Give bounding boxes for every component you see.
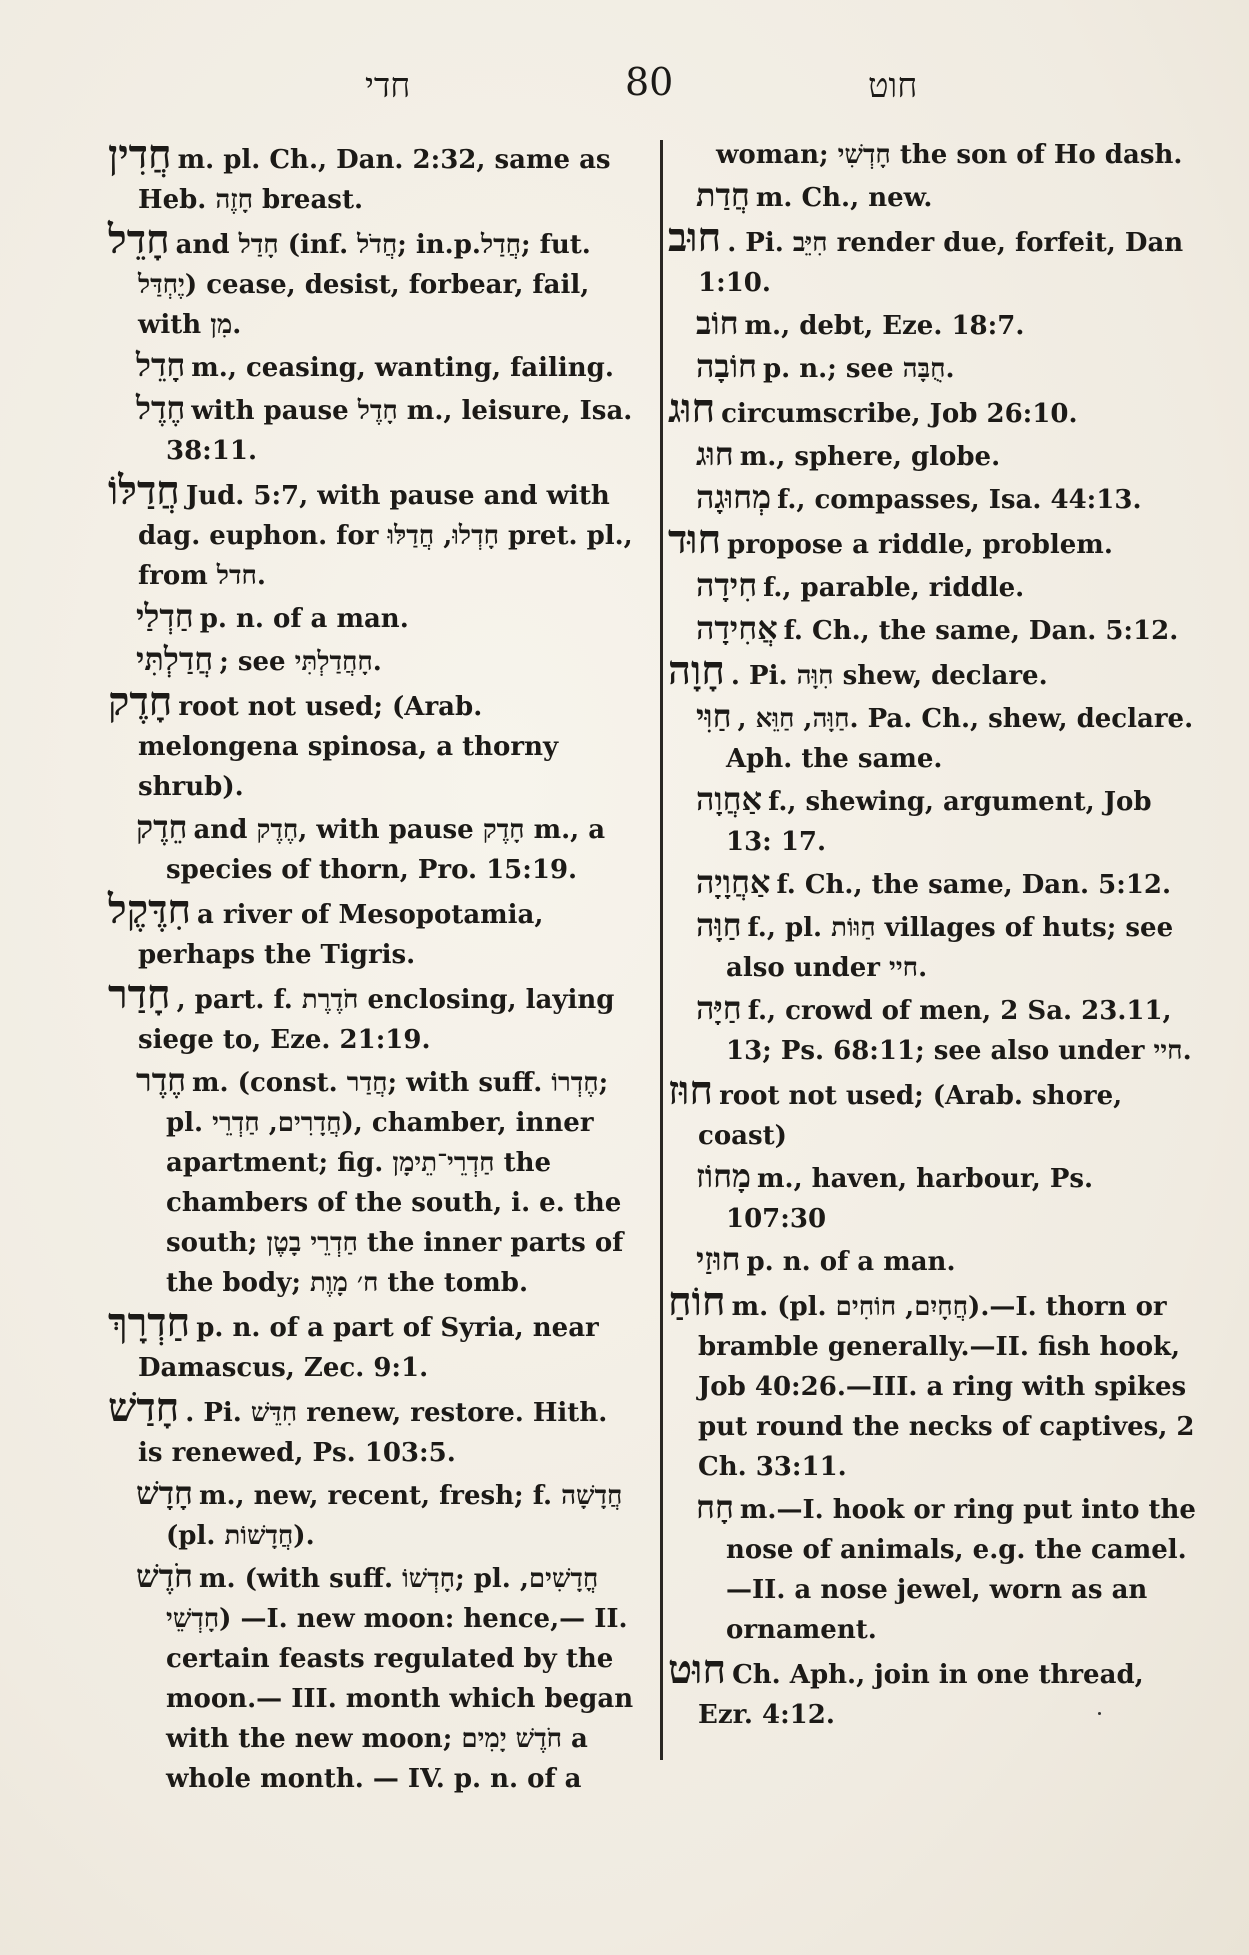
entry-headword: חָדָשׁ xyxy=(136,1474,193,1512)
right-column xyxy=(668,135,1200,1735)
page-number: 80 xyxy=(625,60,674,104)
dictionary-entry xyxy=(668,905,1200,988)
entry-definition: , חַוָּה, חַוֵּא. Pa. Ch., shew, declare. Aph. the same. xyxy=(726,704,1194,774)
dictionary-entry xyxy=(108,678,638,807)
entry-headword: חָדֶק xyxy=(108,678,173,725)
entry-headword: חֲדַלְתִּי xyxy=(136,640,214,678)
entry-definition: m. Ch., new. xyxy=(755,183,933,213)
entry-headword: חָדֵל xyxy=(108,216,170,263)
entry-definition: m. pl. Ch., Dan. 2:32, same as Heb. חָזֶה breast. xyxy=(138,145,611,215)
entry-headword: חָדַשׁ xyxy=(108,1384,180,1431)
entry-headword: חוּזַי xyxy=(696,1240,741,1278)
entry-headword: חַדְרָךְ xyxy=(108,1299,191,1346)
entry-definition: f., pl. חַוּוֹת villages of huts; see also under חיי. xyxy=(726,913,1174,983)
dictionary-entry xyxy=(108,388,638,471)
dictionary-entry xyxy=(668,1487,1200,1650)
entry-headword: חַיָּה xyxy=(696,989,742,1027)
dictionary-entry xyxy=(668,862,1200,905)
entry-definition: m., sphere, globe. xyxy=(739,442,1001,472)
dictionary-entry xyxy=(668,696,1200,779)
entry-definition: m. (with suff. חָדְשׁוֹ; pl. חֳדָשִׁים, חָדְשֵׁי) —I. new moon: hence,— II. certain feasts regulated by the moon.— III. month which began with the new moon; חֹדֶשׁ יָמִים a whole month. — IV. p. n. of a xyxy=(166,1564,634,1794)
entry-definition: m.—I. hook or ring put into the nose of animals, e.g. the camel. —II. a nose jewel, worn as an ornament. xyxy=(726,1495,1196,1645)
entry-headword: חוֹחַ xyxy=(668,1278,726,1325)
entry-definition: Ch. Aph., join in one thread, Ezr. 4:12. xyxy=(698,1660,1144,1730)
dictionary-entry xyxy=(668,516,1200,565)
entry-headword: חוּג xyxy=(696,435,734,473)
entry-headword: אֲחִידָה xyxy=(696,609,778,647)
entry-headword: חֹדֶשׁ xyxy=(136,1557,193,1595)
dictionary-entry xyxy=(668,1239,1200,1282)
entry-headword: חִידָה xyxy=(696,566,758,604)
entry-headword: חַדְלַי xyxy=(136,597,194,635)
dictionary-entry xyxy=(668,1156,1200,1239)
entry-headword: מָחוֹז xyxy=(696,1157,752,1195)
entry-headword: חוּז xyxy=(668,1067,714,1114)
entry-definition: circumscribe, Job 26:10. xyxy=(721,399,1078,429)
entry-definition: p. n.; see חֻבָּה. xyxy=(762,354,955,384)
dictionary-entry xyxy=(668,385,1200,434)
entry-headword: חוּט xyxy=(668,1646,727,1693)
column-divider xyxy=(660,140,663,1760)
dictionary-entry xyxy=(108,1299,638,1388)
right-running-head: חוט xyxy=(868,66,918,106)
entry-definition: f. Ch., the same, Dan. 5:12. xyxy=(776,870,1172,900)
entry-definition: f., shewing, argument, Job 13: 17. xyxy=(726,787,1152,857)
dictionary-entry xyxy=(108,345,638,388)
entry-headword: מְחוּגָה xyxy=(696,478,772,516)
dictionary-entry xyxy=(108,216,638,345)
entry-definition: ; see חָחֲדַלְתִּי. xyxy=(219,647,382,677)
entry-definition: p. n. of a man. xyxy=(746,1247,956,1277)
dictionary-entry xyxy=(668,1646,1200,1735)
entry-definition: propose a riddle, problem. xyxy=(727,530,1113,560)
entry-headword: חֲדַלּוֹ xyxy=(108,467,180,514)
entry-headword: חוּד xyxy=(668,516,722,563)
dictionary-entry xyxy=(108,1473,638,1556)
dictionary-entry xyxy=(668,988,1200,1071)
dictionary-entry xyxy=(668,608,1200,651)
entry-headword: חוּג xyxy=(668,385,716,432)
entry-headword: חֵדֶק xyxy=(136,808,188,846)
entry-definition: f., compasses, Isa. 44:13. xyxy=(777,485,1142,515)
entry-headword: חַוִּי xyxy=(696,697,732,735)
entry-definition: f., parable, riddle. xyxy=(763,573,1025,603)
dictionary-entry xyxy=(108,971,638,1060)
entry-definition: . Pi. חִדֵּשׁ renew, restore. Hith. is renewed, Ps. 103:5. xyxy=(138,1398,608,1468)
entry-definition: m., haven, harbour, Ps. 107:30 xyxy=(726,1164,1094,1234)
entry-headword: חֲדִין xyxy=(108,131,172,178)
dictionary-entry xyxy=(108,596,638,639)
dictionary-entry xyxy=(108,467,638,596)
dictionary-entry xyxy=(668,477,1200,520)
dictionary-entry xyxy=(108,1556,638,1799)
entry-headword: חוֹבָה xyxy=(696,347,757,385)
dictionary-entry xyxy=(668,647,1200,696)
entry-headword: חָח xyxy=(696,1488,734,1526)
dictionary-entry xyxy=(668,303,1200,346)
dictionary-entry xyxy=(668,565,1200,608)
entry-headword: חוּב xyxy=(668,214,722,261)
entry-headword: חֶדֶל xyxy=(136,389,186,427)
dictionary-entry xyxy=(108,807,638,890)
entry-definition: root not used; (Arab. melongena spinosa, a thorny shrub). xyxy=(138,692,559,802)
dictionary-entry xyxy=(668,135,1200,175)
entry-definition: m., debt, Eze. 18:7. xyxy=(744,311,1025,341)
entry-headword: אַחֲוָיָה xyxy=(696,863,771,901)
entry-definition: , part. f. חֹדֶרֶת enclosing, laying siege to, Eze. 21:19. xyxy=(138,985,615,1055)
dictionary-entry xyxy=(108,886,638,975)
entry-headword: חוֹב xyxy=(696,304,739,342)
entry-headword: חָדַר xyxy=(108,971,171,1018)
entry-definition: woman; חָדְשִׁי the son of Ho dash. xyxy=(716,140,1183,170)
entry-definition: and חָדַל (inf. חֲדֹל; in.p.חֲדַל; fut. יֶחְדַּל) cease, desist, forbear, fail, with מִן. xyxy=(138,230,591,340)
entry-headword: אַחֲוָה xyxy=(696,780,763,818)
entry-definition: with pause חָדֶל m., leisure, Isa. 38:11. xyxy=(166,396,633,466)
dictionary-entry xyxy=(108,639,638,682)
dictionary-entry xyxy=(108,131,638,220)
left-column xyxy=(108,131,638,1799)
entry-definition: p. n. of a man. xyxy=(199,604,409,634)
entry-definition: root not used; (Arab. shore, coast) xyxy=(698,1081,1123,1151)
entry-definition: m. (const. חֲדַר; with suff. חֶדְרוֹ; pl. חֲדָרִים, חַדְרֵי), chamber, inner apartment; fig. חַדְרֵי־תֵימָן the chambers of the south, i. e. the south; חַדְרֵי בָטֶן the inner parts of the body; ח׳ מָוֶת the tomb. xyxy=(166,1068,624,1298)
ink-speck xyxy=(1098,1712,1101,1715)
entry-definition: m., new, recent, fresh; f. חֲדָשָׁה (pl. חֲדָשׁוֹת). xyxy=(166,1481,623,1551)
entry-definition: m., ceasing, wanting, failing. xyxy=(191,353,614,383)
entry-definition: . Pi. חִוָּה shew, declare. xyxy=(730,661,1048,691)
dictionary-entry xyxy=(668,214,1200,303)
entry-headword: חָוָה xyxy=(668,647,725,694)
entry-definition: and חֶדֶק, with pause חָדֶק m., a species of thorn, Pro. 15:19. xyxy=(166,815,606,885)
entry-headword: חַוָּה xyxy=(696,906,742,944)
page-header xyxy=(0,58,1249,108)
entry-headword: חָדֵל xyxy=(136,346,186,384)
dictionary-entry xyxy=(668,779,1200,862)
entry-definition: p. n. of a part of Syria, near Damascus, Zec. 9:1. xyxy=(138,1313,599,1383)
entry-headword: חֲדַת xyxy=(696,176,750,214)
dictionary-entry xyxy=(108,1060,638,1303)
entry-definition: f., crowd of men, 2 Sa. 23.11, 13; Ps. 68:11; see also under חיי. xyxy=(726,996,1192,1066)
entry-definition: . Pi. חִיֵּב render due, forfeit, Dan 1:10. xyxy=(698,228,1184,298)
entry-definition: m. (pl. חֲחָיִם, חוֹחִים).—I. thorn or bramble generally.—II. fish hook, Job 40:26.—III. a ring with spikes put round the necks of captives, 2 Ch. 33:11. xyxy=(698,1292,1195,1482)
dictionary-entry xyxy=(668,346,1200,389)
dictionary-entry xyxy=(668,1278,1200,1487)
entry-headword: חִדֶּקֶל xyxy=(108,886,192,933)
dictionary-entry xyxy=(668,434,1200,477)
entry-definition: Jud. 5:7, with pause and with dag. euphon. for חָדְלוּ, חֲדַלּוּ pret. pl., from חדל. xyxy=(138,481,633,591)
entry-headword: חֶדֶר xyxy=(136,1061,187,1099)
dictionary-entry xyxy=(668,1067,1200,1156)
left-running-head: חדי xyxy=(365,66,411,106)
entry-definition: a river of Mesopotamia, perhaps the Tigris. xyxy=(138,900,544,970)
dictionary-entry xyxy=(668,175,1200,218)
entry-definition: f. Ch., the same, Dan. 5:12. xyxy=(783,616,1179,646)
dictionary-entry xyxy=(108,1384,638,1473)
